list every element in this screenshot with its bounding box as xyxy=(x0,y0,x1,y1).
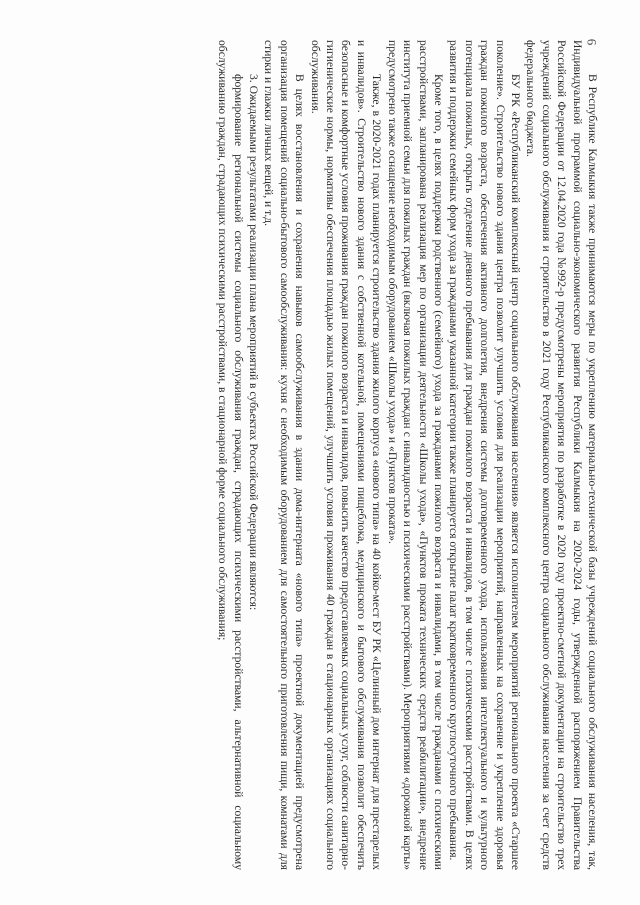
rotated-text-block xyxy=(40,40,600,870)
paragraph-6: 3. Ожидаемыми результатами реализации плана мероприятий в субъектах Российской Федерации являются: xyxy=(247,74,261,611)
paragraph-5: В целях восстановления и сохранения навыков самообслуживания в здании дома-интерната «нового типа» проектной документацией предусмотрена организация помещений социально-бытового самообслуживания: кухня с необходимым оборудованием для самостоятельного приготовления пищи, комнатами для стирки и глажки личных вещей, и т.д. xyxy=(262,40,307,870)
page-number: 6 xyxy=(584,38,600,46)
paragraph-1: В Республике Калмыкия также принимаются меры по укреплению материально-технической базы учреждений социального обслуживания населения, так, Индивидуальной программой социально-экономического развития Республики Калмыкия на 2020-2024 годы, утвержденной распоряжением Правительства Российской Федерации от 12.04.2020 года №992-р предусмотрены мероприятия по разработке в 2020 году проектно-сметной документации на строительство трех учреждений социального обслуживания и строительство в 2021 году Республиканского комплексного центра социального обслуживания населения за счет средств федерального бюджета. xyxy=(524,40,599,870)
paragraph-3: Кроме того, в целях поддержки родственного (семейного) ухода за гражданами пожилого возраста и инвалидами, в том числе гражданами с психическими расстройствами, запланирована реализация мер по организации деятельности «Школы ухода», «Пунктов проката технических средств реабилитации», внедрение института приемной семьи для пожилых граждан (включая пожилых граждан с инвалидностью и психическими расстройствами). Мероприятиями «дорожной карты» предусмотрено также оснащение необходимым оборудованием «Школы ухода» и «Пунктов проката». xyxy=(385,40,445,870)
paragraph-7: формирование региональной системы социального обслуживания граждан, страдающих психическими расстройствами, альтернативной социальному обслуживанию граждан, страдающих психическими расстройствами, в стационарной форме социального обслуживания; xyxy=(216,40,245,870)
paragraph-2: БУ РК «Республиканский комплексный центр социального обслуживания населения» является исполнителем мероприятий регионального проекта «Старшее поколение». Строительство нового здания центра позволит улучшить условия для реализации мероприятий, направленных на сохранение и укрепление здоровья граждан пожилого возраста, обеспечения активного долголетия, внедрения системы долговременного ухода, использования интеллектуального и культурного потенциала пожилых, открыть отделение дневного пребывания для граждан пожилого возраста и инвалидов, в том числе с психическими расстройствами. В целях развития и поддержки семейных форм ухода за гражданами указанной категории также планируется открытие палат кратковременного круглосуточного пребывания. xyxy=(447,40,522,870)
paragraph-4: Также, в 2020-2021 годах планируется строительство здания жилого корпуса «нового типа» на 40 койко-мест БУ РК «Целинный дом интернат для престарелых и инвалидов». Строительство нового здания с собственной котельной, помещениями пищеблока, медицинского и бытового обслуживания позволит обеспечить безопасные и комфортные условия проживания граждан пожилого возраста и инвалидов, повысить качество предоставляемых социальных услуг, соблюсти санитарно-гигиенические нормы, нормативы обеспечения площадью жилых помещений, улучшить условия проживания 40 граждан в стационарных организациях социального обслуживания. xyxy=(308,40,384,870)
